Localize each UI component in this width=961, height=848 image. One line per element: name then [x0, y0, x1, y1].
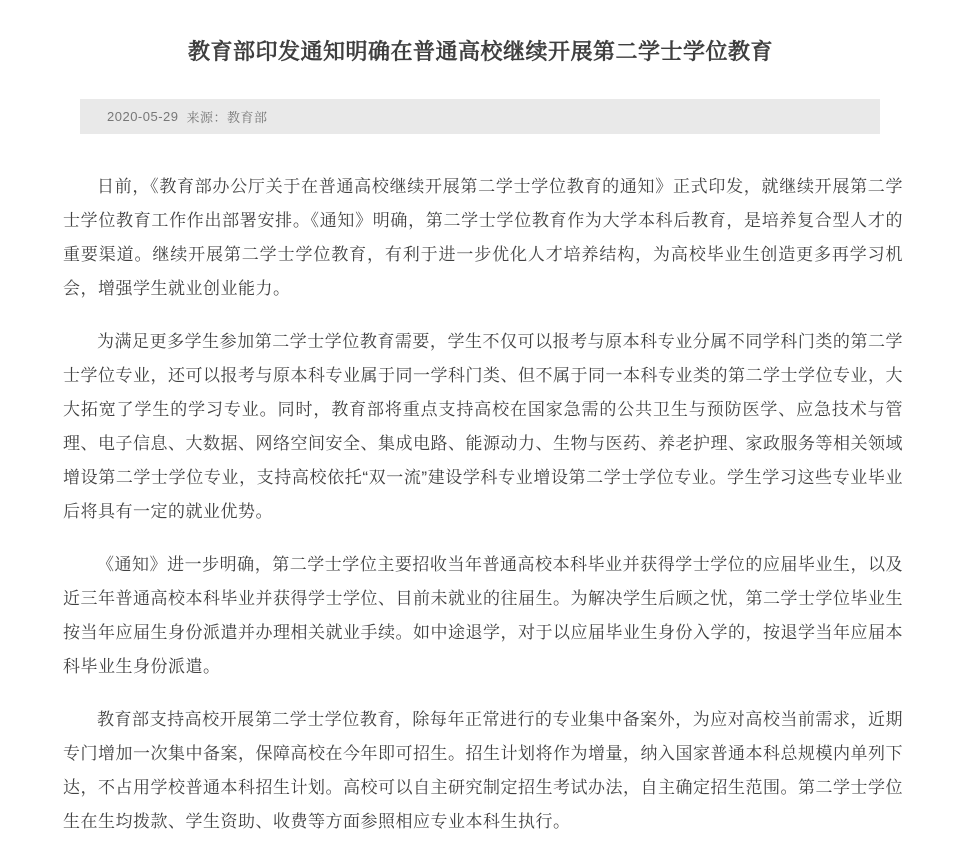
article-paragraph: 为满足更多学生参加第二学士学位教育需要，学生不仅可以报考与原本科专业分属不同学科门类的第二学士学位专业，还可以报考与原本科专业属于同一学科门类、但不属于同一本科专业类的第二学士学位专业，大大拓宽了学生的学习专业。同时，教育部将重点支持高校在国家急需的公共卫生与预防医学、应急技术与管理、电子信息、大数据、网络空间安全、集成电路、能源动力、生物与医药、养老护理、家政服务等相关领域增设第二学士学位专业，支持高校依托“双一流”建设学科专业增设第二学士学位专业。学生学习这些专业毕业后将具有一定的就业优势。: [63, 332, 903, 521]
source-label: 来源：教育部: [186, 110, 268, 125]
article-paragraph: 日前，《教育部办公厅关于在普通高校继续开展第二学士学位教育的通知》正式印发，就继续开展第二学士学位教育工作作出部署安排。《通知》明确，第二学士学位教育作为大学本科后教育，是培养复合型人才的重要渠道。继续开展第二学士学位教育，有利于进一步优化人才培养结构，为高校毕业生创造更多再学习机会，增强学生就业创业能力。: [63, 177, 903, 298]
article-paragraph: 教育部支持高校开展第二学士学位教育，除每年正常进行的专业集中备案外，为应对高校当前需求，近期专门增加一次集中备案，保障高校在今年即可招生。招生计划将作为增量，纳入国家普通本科总规模内单列下达，不占用学校普通本科招生计划。高校可以自主研究制定招生考试办法，自主确定招生范围。第二学士学位生在生均拨款、学生资助、收费等方面参照相应专业本科生执行。: [63, 710, 903, 831]
meta-bar: [80, 99, 880, 134]
article-body: [63, 134, 903, 839]
article-paragraph: 《通知》进一步明确，第二学士学位主要招收当年普通高校本科毕业并获得学士学位的应届毕业生，以及近三年普通高校本科毕业并获得学士学位、目前未就业的往届生。为解决学生后顾之忧，第二学士学位毕业生按当年应届生身份派遣并办理相关就业手续。如中途退学，对于以应届毕业生身份入学的，按退学当年应届本科毕业生身份派遣。: [63, 555, 903, 676]
page-title: 教育部印发通知明确在普通高校继续开展第二学士学位教育: [187, 39, 773, 64]
publish-date: 2020-05-29: [107, 109, 179, 124]
